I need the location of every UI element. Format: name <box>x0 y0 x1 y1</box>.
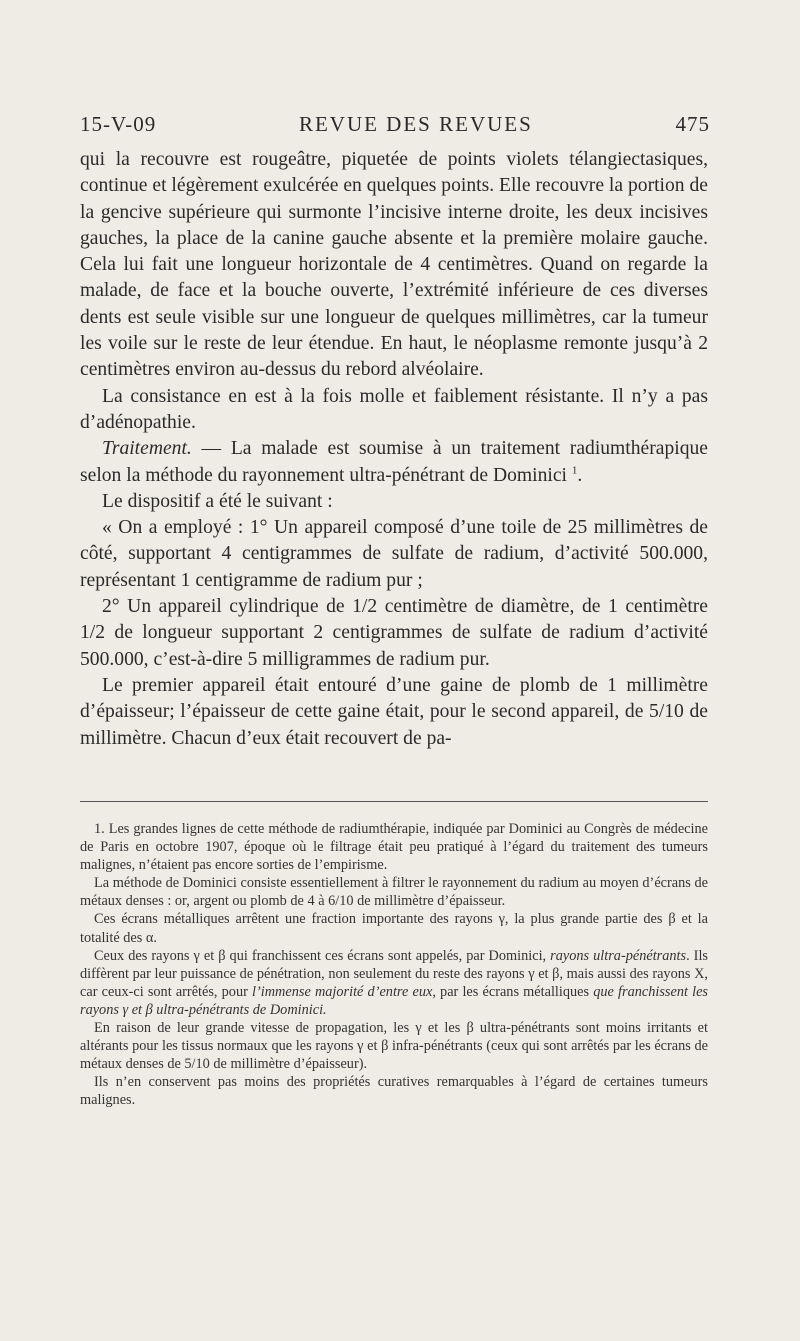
footnote-5: En raison de leur grande vitesse de propagation, les γ et les β ultra-pénétrants sont moins irritants et altérants pour les tissus normaux que les rayons γ et β infra-pénétrants (ceux qui sont arrêtés par les écrans de métaux denses de 5/10 de millimètre d’épaisseur). <box>80 1020 708 1073</box>
paragraph-4: Le dispositif a été le suivant : <box>102 490 333 512</box>
footnote-reference[interactable]: 1 <box>571 464 578 477</box>
footnote-1: 1. Les grandes lignes de cette méthode de radiumthérapie, indiquée par Dominici au Congrès de médecine de Paris en octobre 1907, époque où le filtrage était peu pratiqué à l’égard du traitement des tumeurs malignes, n’étaient pas encore sorties de l’empirisme. <box>80 821 708 874</box>
paragraph-5: « On a employé : 1° Un appareil composé d’une toile de 25 millimètres de côté, supportant 4 centigrammes de sulfate de radium, d’activité 500.000, représentant 1 centigramme de radium pur ; <box>80 517 708 591</box>
footnote-6: Ils n’en conservent pas moins des propriétés curatives remarquables à l’égard de certaines tumeurs malignes. <box>80 1074 708 1109</box>
footnote-4-f: que franchissent les rayons γ et β ultra-pénétrants de Dominici. <box>80 983 708 1018</box>
running-header <box>80 112 710 137</box>
footnote-4-e: , par les écrans métalliques <box>432 983 594 1000</box>
main-text <box>80 147 708 752</box>
footnote-4-d: l’immense majorité d’entre eux <box>252 983 433 1000</box>
footnote-3: Ces écrans métalliques arrêtent une fraction importante des rayons γ, la plus grande partie des β et la totalité des α. <box>80 911 708 946</box>
paragraph-1: qui la recouvre est rougeâtre, piquetée de points violets télangiectasiques, continue et légèrement exulcérée en quelques points. Elle recouvre la portion de la gencive supérieure qui surmonte l’incisive interne droite, les deux incisives gauches, la place de la canine gauche absente et la première molaire gauche. Cela lui fait une longueur horizontale de 4 centimètres. Quand on regarde la malade, de face et la bouche ouverte, l’extrémité inférieure de ces diverses dents est seule visible sur une longueur de quelques millimètres, car la tumeur les voile sur le reste de leur étendue. En haut, le néoplasme remonte jusqu’à 2 centimètres environ au-dessus du rebord alvéolaire. <box>80 149 708 381</box>
paragraph-2: La consistance en est à la fois molle et faiblement résistante. Il n’y a pas d’adénopathie. <box>80 385 708 433</box>
header-title: REVUE DES REVUES <box>298 112 533 136</box>
footnote-4 <box>80 947 708 1019</box>
paragraph-7: Le premier appareil était entouré d’une gaine de plomb de 1 millimètre d’épaisseur; l’épaisseur de cette gaine était, pour le second appareil, de 5/10 de millimètre. Chacun d’eux était recouvert de pa- <box>80 674 708 749</box>
footnote-4-b: rayons ultra-pénétrants <box>550 947 687 964</box>
footnote-divider <box>80 801 708 802</box>
paragraph-3 <box>80 436 708 489</box>
page-number: 475 <box>675 112 710 136</box>
traitement-label: Traitement. <box>102 438 192 460</box>
footnote-2: La méthode de Dominici consiste essentiellement à filtrer le rayonnement du radium au moyen d’écrans de métaux denses : or, argent ou plomb de 4 à 6/10 de millimètre d’épaisseur. <box>80 875 708 910</box>
header-date: 15-V-09 <box>80 112 157 136</box>
paragraph-3-text: — La malade est soumise à un traitement radiumthérapique selon la méthode du rayonnement ultra-pénétrant de Dominici <box>80 438 708 486</box>
footnote-4-c: . Ils diffèrent par leur puissance de pénétration, non seulement du reste des rayons γ et β, mais aussi des rayons X, car ceux-ci sont arrêtés, pour <box>80 947 708 1000</box>
paragraph-3-end: . <box>577 464 583 486</box>
paragraph-6: 2° Un appareil cylindrique de 1/2 centimètre de diamètre, de 1 centimètre 1/2 de longueur supportant 2 centigrammes de sulfate de radium d’activité 500.000, c’est-à-dire 5 milligrammes de radium pur. <box>80 596 708 670</box>
footnotes <box>80 820 708 1110</box>
footnote-4-a: Ceux des rayons γ et β qui franchissent ces écrans sont appelés, par Dominici, <box>94 947 551 964</box>
